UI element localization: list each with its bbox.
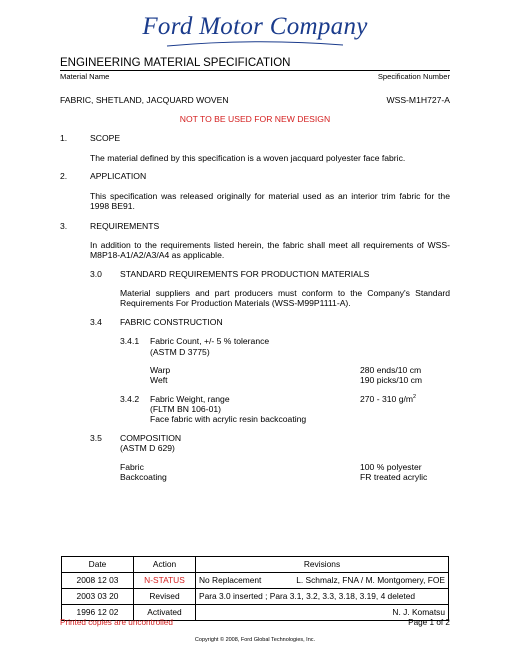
fabric-value: 100 % polyester: [360, 462, 422, 472]
revisions-header: Revisions: [196, 557, 449, 573]
subsection-number: 3.4: [90, 317, 102, 327]
backcoating-value: FR treated acrylic: [360, 472, 428, 482]
revision-table-header: [62, 557, 449, 573]
revision-desc-text: No Replacement: [199, 575, 262, 586]
revision-action: N-STATUS: [134, 573, 196, 589]
revision-action: Revised: [134, 589, 196, 605]
section-title-application: APPLICATION: [90, 171, 147, 181]
requirements-text: In addition to the requirements listed herein, the fabric shall meet all requirements of WSS-M8P18-A1/A2/A3/A4 as applicable.: [90, 240, 450, 261]
material-name-label: Material Name: [60, 72, 110, 81]
spec-number: WSS-M1H727-A: [386, 95, 450, 105]
not-for-new-design-notice: NOT TO BE USED FOR NEW DESIGN: [179, 114, 331, 124]
warp-value: 280 ends/10 cm: [360, 365, 422, 375]
subsection-title-standard-requirements: STANDARD REQUIREMENTS FOR PRODUCTION MATERIALS: [120, 269, 370, 279]
revision-description: [196, 589, 449, 605]
unit-superscript: 2: [413, 394, 417, 401]
revision-signatory: L. Schmalz, FNA / M. Montgomery, FOE: [296, 575, 445, 586]
section-title-scope: SCOPE: [90, 133, 121, 143]
doc-title: ENGINEERING MATERIAL SPECIFICATION: [60, 57, 291, 69]
title-rule: [60, 70, 450, 71]
application-text: This specification was released originally for material used as an interior trim fabric for the 1998 BE91.: [90, 191, 450, 212]
revision-action: Activated: [134, 605, 196, 621]
fabric-count-title: Fabric Count, +/- 5 % tolerance: [150, 336, 270, 346]
section-title-requirements: REQUIREMENTS: [90, 221, 160, 231]
ford-logo: Ford Motor Company: [142, 13, 368, 40]
revision-table: [61, 556, 449, 621]
revision-desc-text: Para 3.0 inserted ; Para 3.1, 3.2, 3.3, 3.18, 3.19, 4 deleted: [199, 591, 416, 602]
fabric-label: Fabric: [120, 462, 144, 472]
action-header: Action: [134, 557, 196, 573]
backcoating-label: Backcoating: [120, 472, 167, 482]
logo-swoosh-icon: [165, 40, 345, 48]
spec-number-label: Specification Number: [377, 72, 450, 81]
scope-text: The material defined by this specification is a woven jacquard polyester face fabric.: [90, 153, 406, 163]
uncontrolled-copies-note: Printed copies are uncontrolled: [60, 618, 173, 627]
revision-date: 2003 03 20: [62, 589, 134, 605]
fabric-weight-value: 270 - 310 $g/m^2$: [360, 394, 417, 404]
item-number: 3.4.2: [120, 394, 140, 404]
revision-description: [196, 573, 449, 589]
page-number: Page 1 of 2: [408, 618, 450, 627]
section-number: 2.: [60, 171, 68, 181]
copyright: Copyright © 2008, Ford Global Technologies, Inc.: [194, 637, 316, 643]
warp-label: Warp: [150, 365, 171, 375]
composition-method: (ASTM D 629): [120, 443, 175, 453]
revision-date: 1996 12 02: [62, 605, 134, 621]
section-number: 3.: [60, 221, 68, 231]
subsection-title-fabric-construction: FABRIC CONSTRUCTION: [120, 317, 223, 327]
fabric-weight-title: Fabric Weight, range: [150, 394, 230, 404]
table-row: [62, 589, 449, 605]
item-number: 3.4.1: [120, 336, 140, 346]
composition-title: COMPOSITION: [120, 433, 182, 443]
material-name: FABRIC, SHETLAND, JACQUARD WOVEN: [60, 95, 229, 105]
table-row: [62, 573, 449, 589]
section-number: 1.: [60, 133, 68, 143]
weft-label: Weft: [150, 375, 168, 385]
fabric-weight-note: Face fabric with acrylic resin backcoating: [150, 414, 307, 424]
date-header: Date: [62, 557, 134, 573]
weft-value: 190 picks/10 cm: [360, 375, 423, 385]
fabric-weight-method: (FLTM BN 106-01): [150, 404, 221, 414]
subsection-number: 3.0: [90, 269, 102, 279]
subsection-number: 3.5: [90, 433, 102, 443]
revision-signatory: N. J. Komatsu: [392, 607, 445, 618]
fabric-count-method: (ASTM D 3775): [150, 347, 210, 357]
standard-requirements-text: Material suppliers and part producers must conform to the Company's Standard Requirements For Production Materials (WSS-M99P1111-A).: [120, 288, 450, 309]
revision-date: 2008 12 03: [62, 573, 134, 589]
